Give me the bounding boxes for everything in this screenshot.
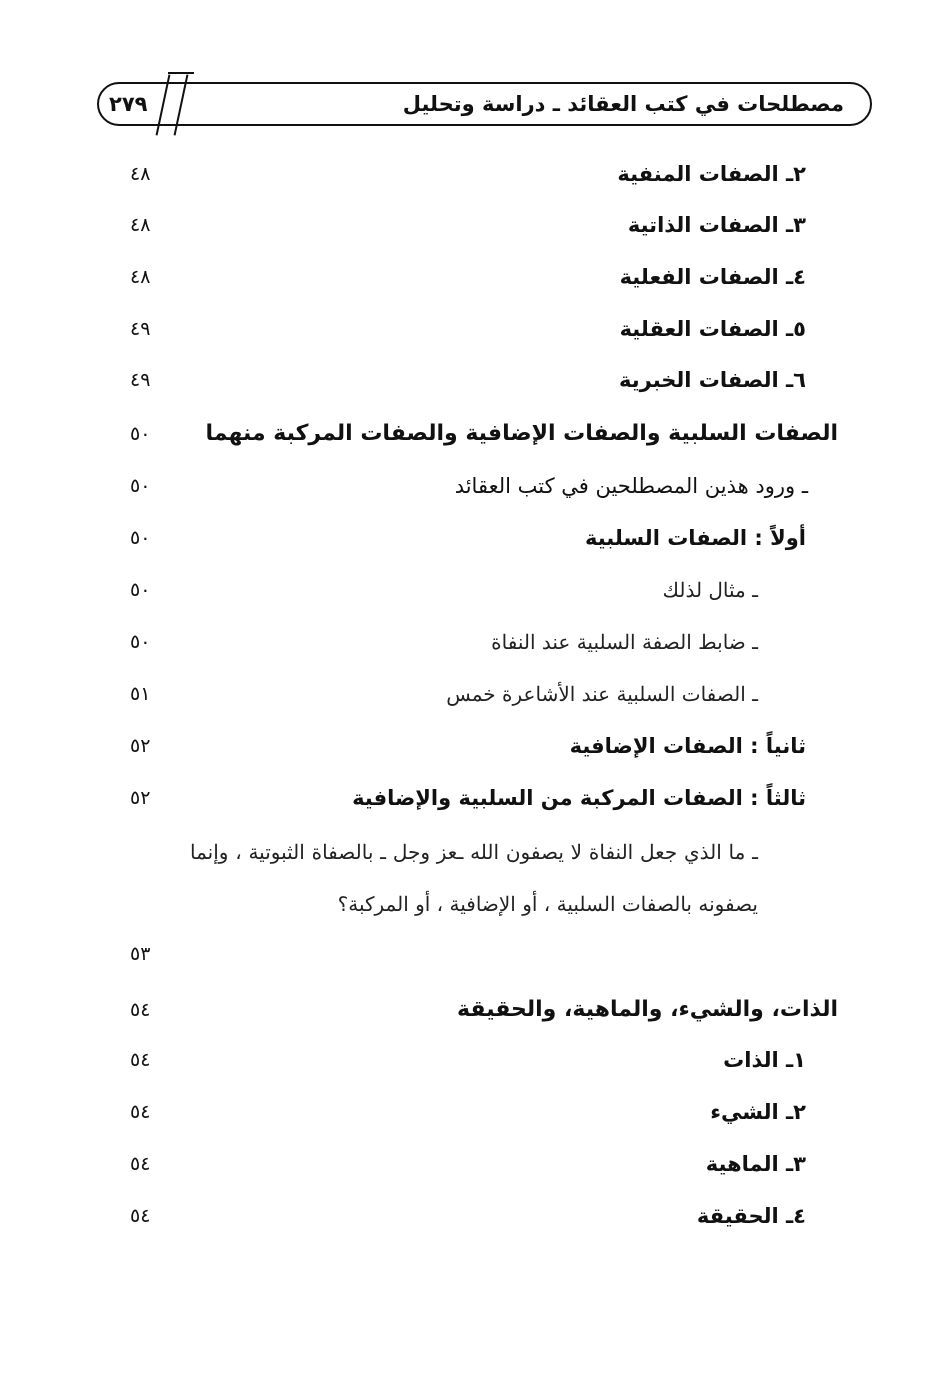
toc-multiline-entry — [190, 826, 758, 930]
toc-entry-page: ٥٠ — [130, 579, 151, 601]
toc-entry-page: ٤٩ — [130, 369, 151, 391]
toc-entry-page: ٥٤ — [130, 1101, 151, 1123]
toc-entry — [110, 253, 838, 301]
toc-entry-label: ١ـ الذات — [723, 1048, 806, 1072]
running-header — [97, 82, 872, 126]
toc-entry-label: ـ ما الذي جعل النفاة لا يصفون الله ـعز وجل ـ بالصفاة الثبوتية ، وإنما يصفونه بالصفات السلبية ، أو الإضافية ، أو المركبة؟ — [190, 840, 758, 916]
page-number: ٢٧٩ — [109, 92, 148, 116]
toc-entry-page: ٥٤ — [130, 1153, 151, 1175]
toc-entry-label: الذات، والشيء، والماهية، والحقيقة — [457, 997, 838, 1022]
toc-entry-label: أولاً : الصفات السلبية — [584, 526, 806, 550]
toc-entry — [110, 1140, 838, 1188]
toc-entry-page: ٥٠ — [130, 475, 151, 497]
toc-entry — [110, 201, 838, 249]
toc-entry — [110, 986, 838, 1034]
toc-entry-label: ٥ـ الصفات العقلية — [619, 317, 806, 341]
toc-entry — [110, 410, 838, 458]
toc-entry-label: ـ ورود هذين المصطلحين في كتب العقائد — [454, 474, 808, 498]
toc-entry — [110, 618, 838, 666]
toc-entry-page: ٤٩ — [130, 318, 151, 340]
toc-entry — [110, 356, 838, 404]
toc-entry-label: ـ مثال لذلك — [662, 578, 758, 602]
toc-entry — [110, 1088, 838, 1136]
toc-entry-page: ٥٤ — [130, 999, 151, 1021]
toc-entry — [110, 670, 838, 718]
toc-entry — [110, 566, 838, 614]
running-header-title: مصطلحات في كتب العقائد ـ دراسة وتحليل — [402, 92, 844, 116]
toc-entry — [110, 462, 838, 510]
toc-entry-label: ثالثاً : الصفات المركبة من السلبية والإضافية — [352, 786, 806, 810]
toc-entry — [110, 1036, 838, 1084]
toc-entry-label: ٢ـ الشيء — [710, 1100, 806, 1124]
toc-entry-label: ٤ـ الحقيقة — [696, 1204, 806, 1228]
page-number-tab-top — [168, 72, 194, 74]
toc-entry-page: ٥٠ — [130, 631, 151, 653]
toc-entry-page: ٤٨ — [130, 214, 151, 236]
toc-entry-page: ٥٤ — [130, 1049, 151, 1071]
toc-entry-page: ٥٠ — [130, 527, 151, 549]
toc-entry-page: ٥١ — [130, 683, 151, 705]
toc-entry — [110, 150, 838, 198]
toc-entry-label: ٢ـ الصفات المنفية — [617, 162, 806, 186]
toc-entry-label: ٣ـ الماهية — [705, 1152, 806, 1176]
toc-entry — [110, 930, 838, 978]
toc-entry — [110, 774, 838, 822]
toc-entry-label: ـ الصفات السلبية عند الأشاعرة خمس — [446, 682, 758, 706]
toc-entry-page: ٥٢ — [130, 787, 151, 809]
toc-entry-page: ٤٨ — [130, 163, 151, 185]
toc-entry-page: ٥٣ — [130, 943, 151, 965]
toc-entry-label: ٣ـ الصفات الذاتية — [627, 213, 806, 237]
toc-entry-label: ٦ـ الصفات الخبرية — [619, 368, 806, 392]
toc-entry-label: ـ ضابط الصفة السلبية عند النفاة — [491, 630, 758, 654]
toc-entry — [110, 722, 838, 770]
toc-entry — [110, 305, 838, 353]
toc-entry-label: ثانياً : الصفات الإضافية — [569, 734, 806, 758]
toc-entry — [110, 1192, 838, 1240]
toc-entry-page: ٥٢ — [130, 735, 151, 757]
toc-entry — [110, 514, 838, 562]
toc-entry-page: ٥٤ — [130, 1205, 151, 1227]
toc-entry-label: ٤ـ الصفات الفعلية — [619, 265, 806, 289]
toc-entry-page: ٤٨ — [130, 266, 151, 288]
toc-entry-page: ٥٠ — [130, 423, 151, 445]
toc-entry-label: الصفات السلبية والصفات الإضافية والصفات المركبة منهما — [205, 421, 838, 446]
